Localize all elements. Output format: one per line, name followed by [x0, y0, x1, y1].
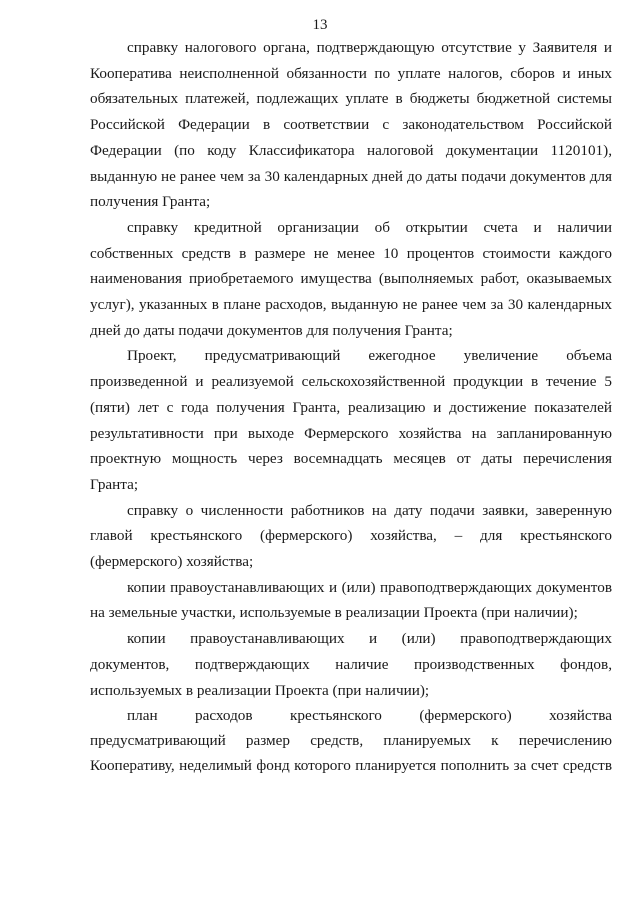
paragraph-expense-plan: план расходов крестьянского (фермерского) хозяйства предусматривающий размер средств, планируемых к перечислению Кооперативу, неделимый фонд которого планируется пополнить за счет средств [90, 707, 612, 775]
paragraph-tax-certificate: справку налогового органа, подтверждающую отсутствие у Заявителя и Кооператива неисполненной обязанности по уплате налогов, сборов и иных обязательных платежей, подлежащих уплате в бюджеты бюджетной системы Российской Федерации в соответствии с законодательством Российской Федерации (по коду Классификатора налоговой документации 1120101), выданную не ранее чем за 30 календарных дней до даты подачи документов для получения Гранта; [90, 39, 612, 211]
paragraph-employee-count: справку о численности работников на дату подачи заявки, заверенную главой крестьянского (фермерского) хозяйства, – для крестьянского (фермерского) хозяйства; [90, 501, 612, 571]
paragraph-project: Проект, предусматривающий ежегодное увеличение объема произведенной и реализуемой сельскохозяйственной продукции в течение 5 (пяти) лет с года получения Гранта, реализацию и достижение показателей результативности при выходе Фермерского хозяйства на запланированную проектную мощность через восемнадцать месяцев от даты перечисления Гранта; [90, 347, 612, 493]
paragraph-bank-certificate: справку кредитной организации об открытии счета и наличии собственных средств в размере не менее 10 процентов стоимости каждого наименования приобретаемого имущества (выполняемых работ, оказываемых услуг), указанных в плане расходов, выданную не ранее чем за 30 календарных дней до даты подачи документов для получения Гранта; [90, 218, 612, 339]
paragraph-production-funds: копии правоустанавливающих и (или) правоподтверждающих документов, подтверждающих наличие производственных фондов, используемых в реализации Проекта (при наличии); [90, 630, 612, 699]
paragraph-land-documents: копии правоустанавливающих и (или) правоподтверждающих документов на земельные участки, используемые в реализации Проекта (при наличии); [90, 578, 612, 622]
page-number: 13 [312, 17, 328, 33]
document-body [90, 35, 612, 778]
